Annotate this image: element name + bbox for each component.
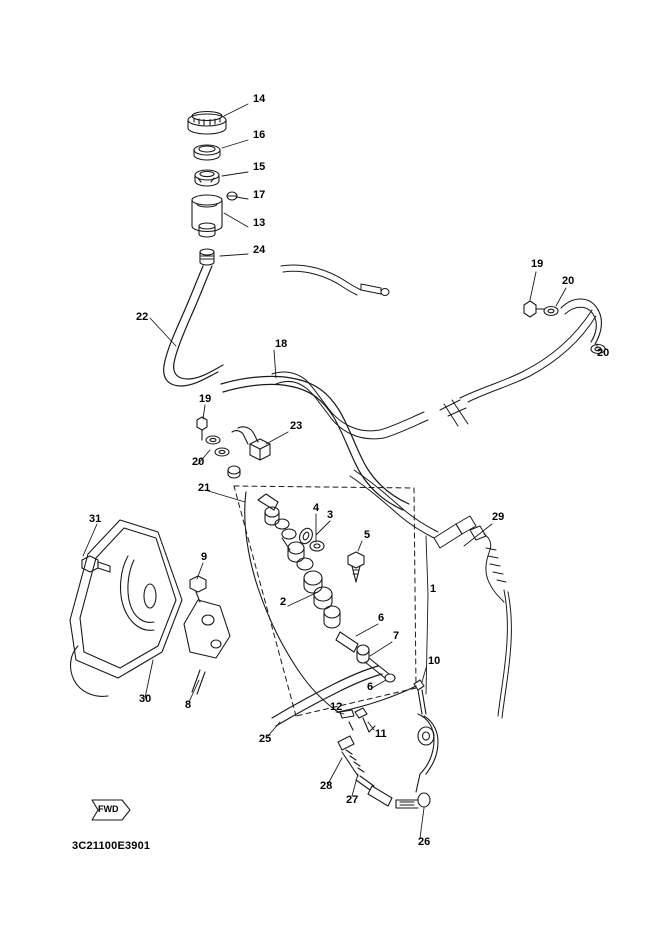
part-26-pivot-bolt bbox=[396, 793, 430, 808]
part-29-brake-cable bbox=[272, 265, 596, 439]
part-19-20-banjo-left bbox=[197, 417, 258, 456]
callout-28: 28 bbox=[320, 780, 333, 792]
callout-20-left: 20 bbox=[192, 456, 205, 468]
callout-21: 21 bbox=[198, 482, 211, 494]
callout-5: 5 bbox=[364, 529, 371, 541]
callout-13: 13 bbox=[253, 217, 266, 229]
callout-20-right-upper: 20 bbox=[562, 275, 575, 287]
callout-6-lower: 6 bbox=[367, 681, 374, 693]
part-11-12-linkage bbox=[340, 708, 375, 732]
callout-14: 14 bbox=[253, 93, 266, 105]
part-10-rod bbox=[414, 680, 426, 714]
part-6-7-pushrod bbox=[336, 632, 395, 682]
leader-lines bbox=[83, 104, 597, 838]
part-1-master-cylinder-outline bbox=[232, 484, 416, 716]
callout-6-upper: 6 bbox=[378, 612, 385, 624]
callout-19-left: 19 bbox=[199, 393, 212, 405]
part-4-circlip bbox=[310, 541, 324, 551]
callout-3: 3 bbox=[327, 509, 334, 521]
diagram-code: 3C21100E3901 bbox=[72, 840, 151, 852]
callout-29: 29 bbox=[492, 511, 505, 523]
part-23-union-bolt bbox=[228, 439, 270, 478]
callout-18: 18 bbox=[275, 338, 288, 350]
callout-12: 12 bbox=[330, 701, 343, 713]
part-5-bolt bbox=[348, 552, 364, 582]
part-19-20-banjo-right bbox=[524, 299, 605, 354]
part-8-9-bracket bbox=[184, 576, 230, 694]
callout-16: 16 bbox=[253, 129, 266, 141]
callout-1: 1 bbox=[430, 583, 437, 595]
callout-25: 25 bbox=[259, 733, 272, 745]
callout-11: 11 bbox=[375, 728, 387, 740]
part-25-lower-hose bbox=[272, 666, 382, 726]
fwd-label: FWD bbox=[98, 804, 119, 814]
callout-4: 4 bbox=[313, 502, 320, 514]
part-24-hose-joint bbox=[200, 249, 214, 265]
callout-19-right: 19 bbox=[531, 258, 544, 270]
part-13-reservoir-tank bbox=[192, 195, 222, 237]
callout-22: 22 bbox=[136, 311, 149, 323]
callout-31: 31 bbox=[89, 513, 102, 525]
callout-26: 26 bbox=[418, 836, 431, 848]
callout-10: 10 bbox=[428, 655, 441, 667]
callout-7: 7 bbox=[393, 630, 400, 642]
callout-15: 15 bbox=[253, 161, 266, 173]
callout-2: 2 bbox=[280, 596, 287, 608]
callout-23: 23 bbox=[290, 420, 303, 432]
part-14-reservoir-cap bbox=[188, 112, 226, 135]
callout-24: 24 bbox=[253, 244, 266, 256]
part-17-screw bbox=[227, 192, 237, 200]
callout-27: 27 bbox=[346, 794, 359, 806]
callout-8: 8 bbox=[185, 699, 192, 711]
part-15-seal bbox=[195, 170, 219, 186]
callout-17: 17 bbox=[253, 189, 266, 201]
part-16-diaphragm bbox=[194, 145, 220, 160]
callout-30: 30 bbox=[139, 693, 152, 705]
callout-20-right-lower: 20 bbox=[597, 347, 610, 359]
part-22-brake-hose bbox=[164, 266, 223, 386]
part-brake-pedal-arm bbox=[416, 714, 438, 792]
callout-9: 9 bbox=[201, 551, 208, 563]
part-31-bolt bbox=[82, 556, 110, 572]
